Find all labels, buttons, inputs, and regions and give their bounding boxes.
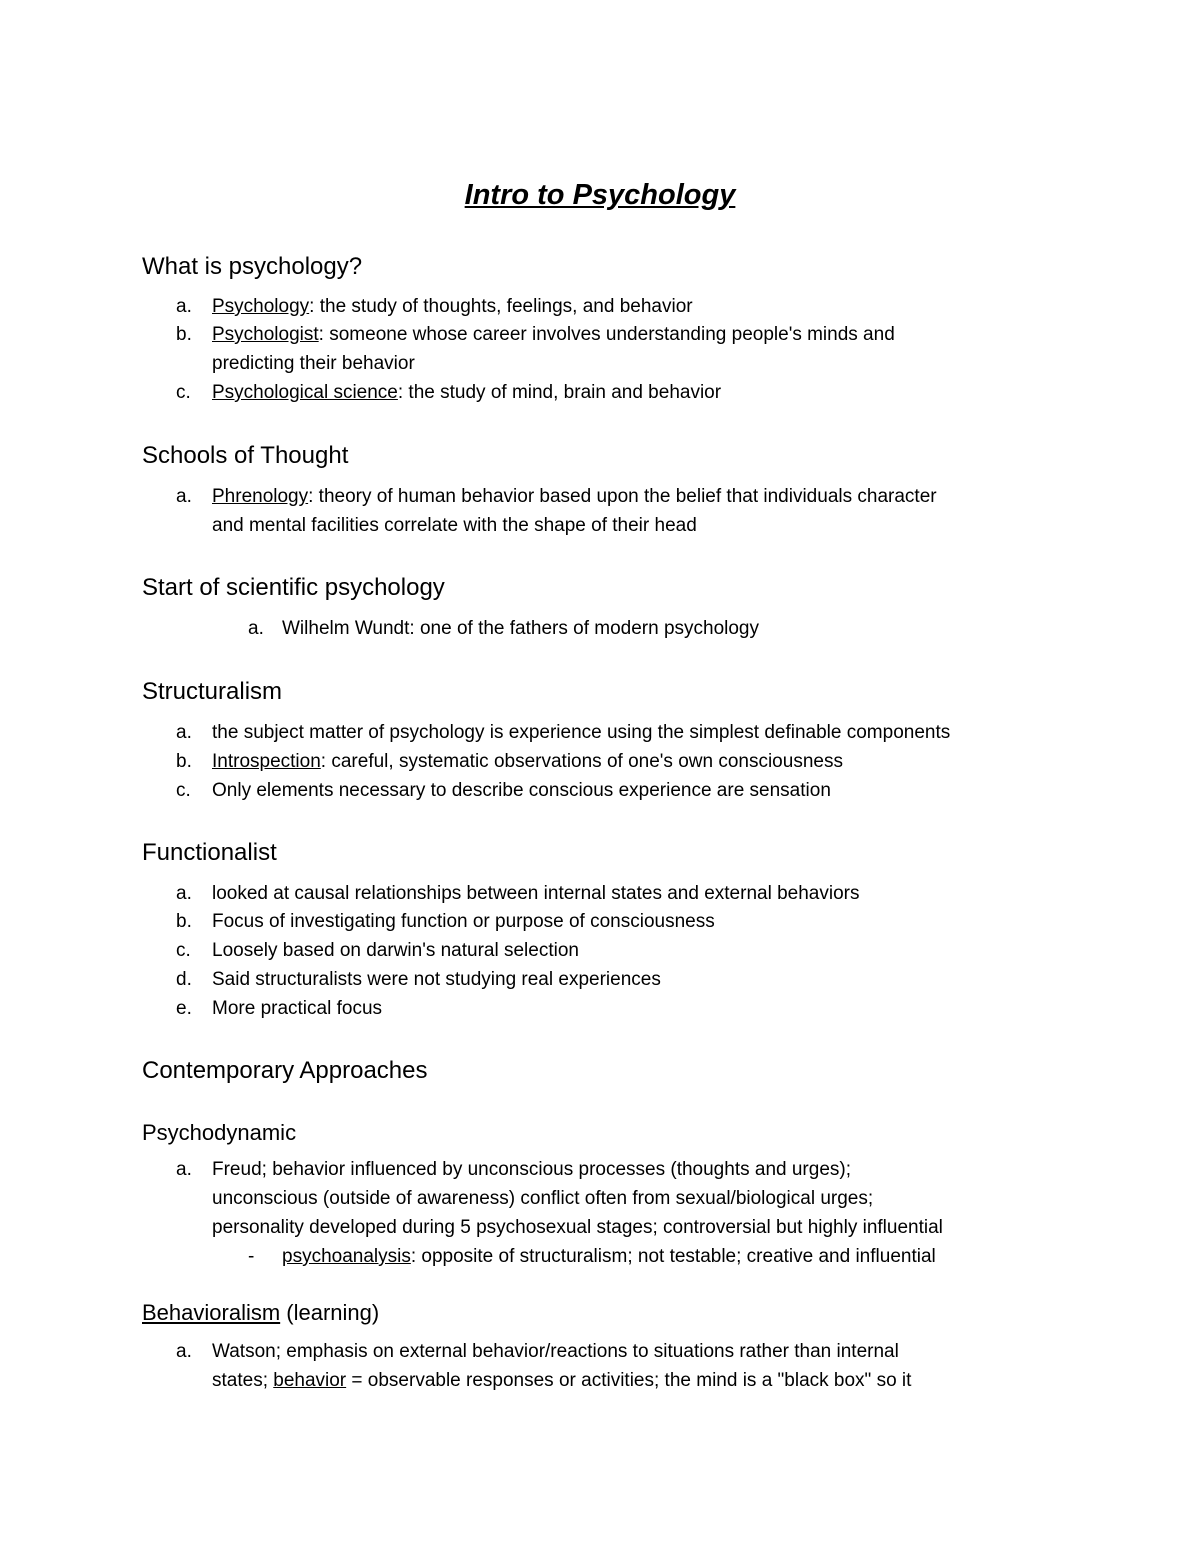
list-item-continuation: predicting their behavior (212, 353, 415, 374)
item-text: Watson; emphasis on external behavior/reactions to situations rather than internal (212, 1341, 899, 1362)
item-text: Loosely based on darwin's natural selection (212, 940, 579, 961)
list-item (176, 1337, 1112, 1366)
continuation-text: = observable responses or activities; the mind is a "black box" so it (346, 1370, 912, 1391)
heading-schools-of-thought: Schools of Thought (142, 442, 349, 469)
list-item (176, 482, 1112, 511)
list-item (176, 320, 1112, 349)
term-introspection: Introspection (212, 751, 321, 772)
item-text: Said structuralists were not studying real experiences (212, 969, 661, 990)
term-behavior: behavior (273, 1370, 347, 1391)
definition-text: : someone whose career involves understanding people's minds and (318, 324, 895, 345)
list-marker: d. (176, 969, 192, 990)
term-psychological-science: Psychological science (212, 382, 398, 403)
heading-functionalist: Functionalist (142, 839, 277, 866)
list-marker: b. (176, 751, 192, 772)
list-item (176, 718, 1112, 747)
list-marker: a. (176, 1159, 192, 1180)
list-marker: a. (248, 618, 264, 639)
item-text: Wilhelm Wundt: one of the fathers of modern psychology (282, 618, 760, 639)
continuation-prefix: states; (212, 1370, 274, 1391)
list-marker: a. (176, 1341, 192, 1362)
list-marker: a. (176, 883, 192, 904)
list-item-continuation: personality developed during 5 psychosexual stages; controversial but highly influential (212, 1217, 943, 1238)
list-item (176, 907, 1112, 936)
term-phrenology: Phrenology (212, 486, 309, 507)
list-marker: c. (176, 780, 191, 801)
definition-text: : the study of mind, brain and behavior (397, 382, 722, 403)
list-item (176, 936, 1112, 965)
list-marker: b. (176, 324, 192, 345)
definition-text: : theory of human behavior based upon the belief that individuals character (308, 486, 937, 507)
list-item (176, 965, 1112, 994)
item-text: Focus of investigating function or purpose of consciousness (212, 911, 715, 932)
subheading-behavioralism (142, 1299, 379, 1327)
heading-contemporary-approaches: Contemporary Approaches (142, 1057, 428, 1084)
list-item (176, 776, 1112, 805)
definition-text: : the study of thoughts, feelings, and behavior (309, 296, 693, 317)
list-item (176, 292, 1112, 321)
list-item-continuation: and mental facilities correlate with the shape of their head (212, 515, 697, 536)
heading-start-of-scientific-psychology: Start of scientific psychology (142, 574, 445, 601)
item-text: looked at causal relationships between internal states and external behaviors (212, 883, 860, 904)
list-marker: a. (176, 296, 192, 317)
definition-text: : opposite of structuralism; not testable; creative and influential (410, 1246, 936, 1267)
list-item (176, 378, 1112, 407)
list-marker: c. (176, 940, 191, 961)
term-psychology: Psychology (212, 296, 310, 317)
term-psychologist: Psychologist (212, 324, 319, 345)
item-text: Freud; behavior influenced by unconscious processes (thoughts and urges); (212, 1159, 851, 1180)
sub-list-item (248, 1242, 1182, 1271)
list-item (176, 1155, 1112, 1184)
list-item (176, 747, 1112, 776)
heading-structuralism: Structuralism (142, 678, 283, 705)
list-item (176, 879, 1112, 908)
heading-what-is-psychology: What is psychology? (142, 253, 363, 280)
list-item (176, 994, 1112, 1023)
term-psychoanalysis: psychoanalysis (282, 1246, 411, 1267)
item-text: More practical focus (212, 998, 383, 1019)
list-marker: b. (176, 911, 192, 932)
list-item (248, 614, 1182, 643)
list-marker: c. (176, 382, 191, 403)
subheading-psychodynamic: Psychodynamic (142, 1120, 297, 1145)
definition-text: : careful, systematic observations of one's own consciousness (320, 751, 843, 772)
item-text: the subject matter of psychology is experience using the simplest definable components (212, 722, 951, 743)
item-text: Only elements necessary to describe conscious experience are sensation (212, 780, 831, 801)
list-marker: e. (176, 998, 192, 1019)
dash-marker: - (248, 1246, 255, 1267)
list-marker: a. (176, 486, 192, 507)
list-item-continuation: unconscious (outside of awareness) conflict often from sexual/biological urges; (212, 1188, 874, 1209)
list-item-continuation (212, 1366, 1112, 1395)
list-marker: a. (176, 722, 192, 743)
document-title: Intro to Psychology (464, 179, 736, 211)
subheading-rest: (learning) (280, 1300, 380, 1325)
term-behavioralism: Behavioralism (142, 1300, 281, 1325)
